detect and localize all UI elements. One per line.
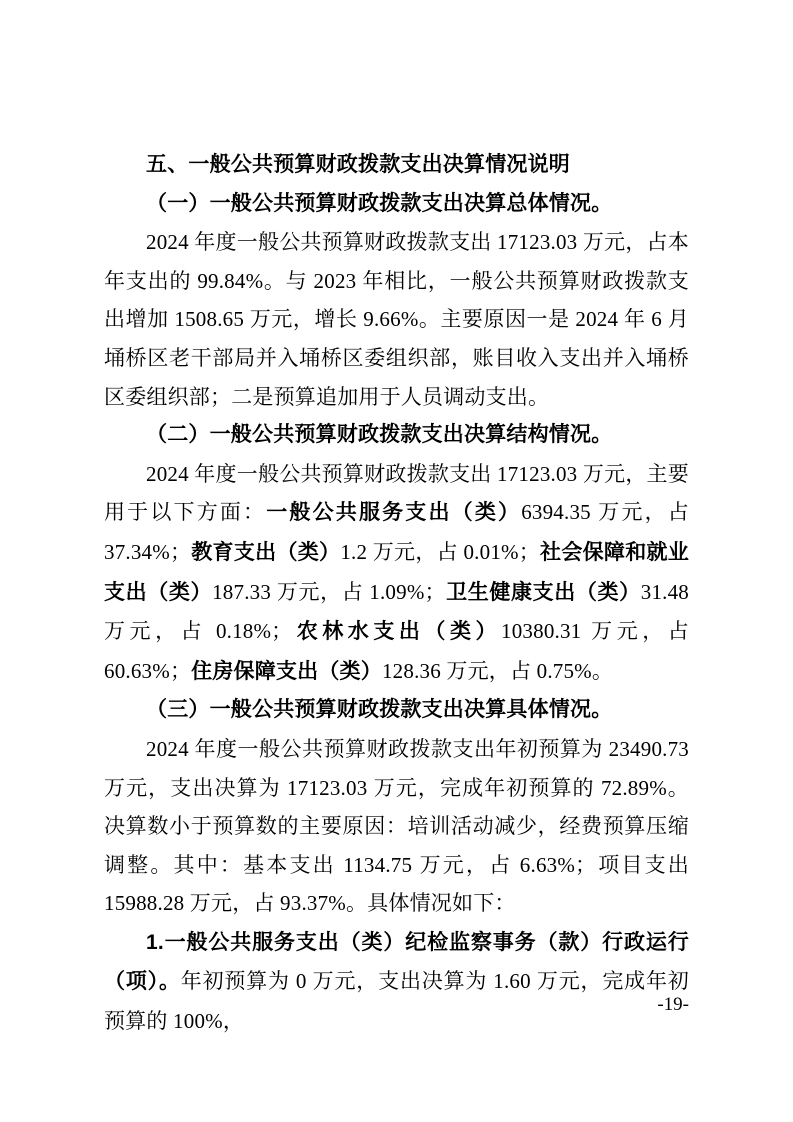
paragraph-overall (104, 223, 689, 416)
document-body (104, 146, 689, 1041)
bold-text-run: 1.一般公共服务支出（类）纪检监察事务（款）行政运行（项）。 (104, 930, 689, 994)
text-run: 31.48 万元，占 0.18%； (104, 579, 689, 644)
bold-text-run: 卫生健康支出（类） (445, 580, 641, 604)
bold-text-run: 教育支出（类） (191, 540, 341, 564)
paragraph-item-1 (104, 923, 689, 1041)
bold-text-run: 一般公共服务支出（类） (266, 501, 522, 525)
text-run: 128.36 万元，占 0.75%。 (381, 658, 614, 683)
text-run: 10380.31 万元，占 60.63%； (104, 619, 689, 683)
subsection-heading-1 (104, 185, 689, 224)
bold-text-run: 农林水支出（类） (292, 620, 502, 644)
text-run: 年初预算为 0 万元，支出决算为 1.60 万元，完成年初预算的 100%， (104, 969, 689, 1034)
paragraph-detail (104, 730, 689, 923)
subsection-heading-2 (104, 416, 689, 455)
subsection-heading-3 (104, 691, 689, 730)
text-run: 187.33 万元，占 1.09%； (212, 579, 446, 604)
bold-text-run: （三）一般公共预算财政拨款支出决算具体情况。 (146, 698, 613, 722)
bold-text-run: 住房保障支出（类） (191, 659, 382, 683)
text-run: 6394.35 万元，占 37.34%； (104, 500, 690, 564)
bold-text-run: 五、一般公共预算财政拨款支出决算情况说明 (146, 153, 570, 176)
bold-text-run: （一）一般公共预算财政拨款支出决算总体情况。 (146, 191, 613, 215)
text-run: 2024 年度一般公共预算财政拨款支出 17123.03 万元，占本年支出的 99.84%。与 2023 年相比，一般公共预算财政拨款支出增加 1508.65 万元，增长 9.66%。主要原因一是 2024 年 6 月埇桥区老干部局并入埇桥区委组织部，账目收入支出并入埇桥区委组织部；二是预算追加用于人员调动支出。 (104, 230, 689, 409)
page-number: -19- (657, 994, 689, 1015)
text-run: 2024 年度一般公共预算财政拨款支出年初预算为 23490.73 万元，支出决算为 17123.03 万元，完成年初预算的 72.89%。决算数小于预算数的主要原因：培训活动减少，经费预算压缩调整。其中：基本支出 1134.75 万元，占 6.63%；项目支出 15988.28 万元，占 93.37%。具体情况如下： (104, 736, 689, 916)
bold-text-run: 社会保障和就业支出（类） (104, 540, 689, 604)
section-heading (104, 146, 689, 185)
paragraph-structure (104, 455, 689, 692)
text-run: 1.2 万元，占 0.01%； (340, 539, 540, 564)
bold-text-run: （二）一般公共预算财政拨款支出决算结构情况。 (146, 423, 613, 447)
text-run: 2024 年度一般公共预算财政拨款支出 17123.03 万元，主要用于以下方面： (104, 461, 689, 525)
